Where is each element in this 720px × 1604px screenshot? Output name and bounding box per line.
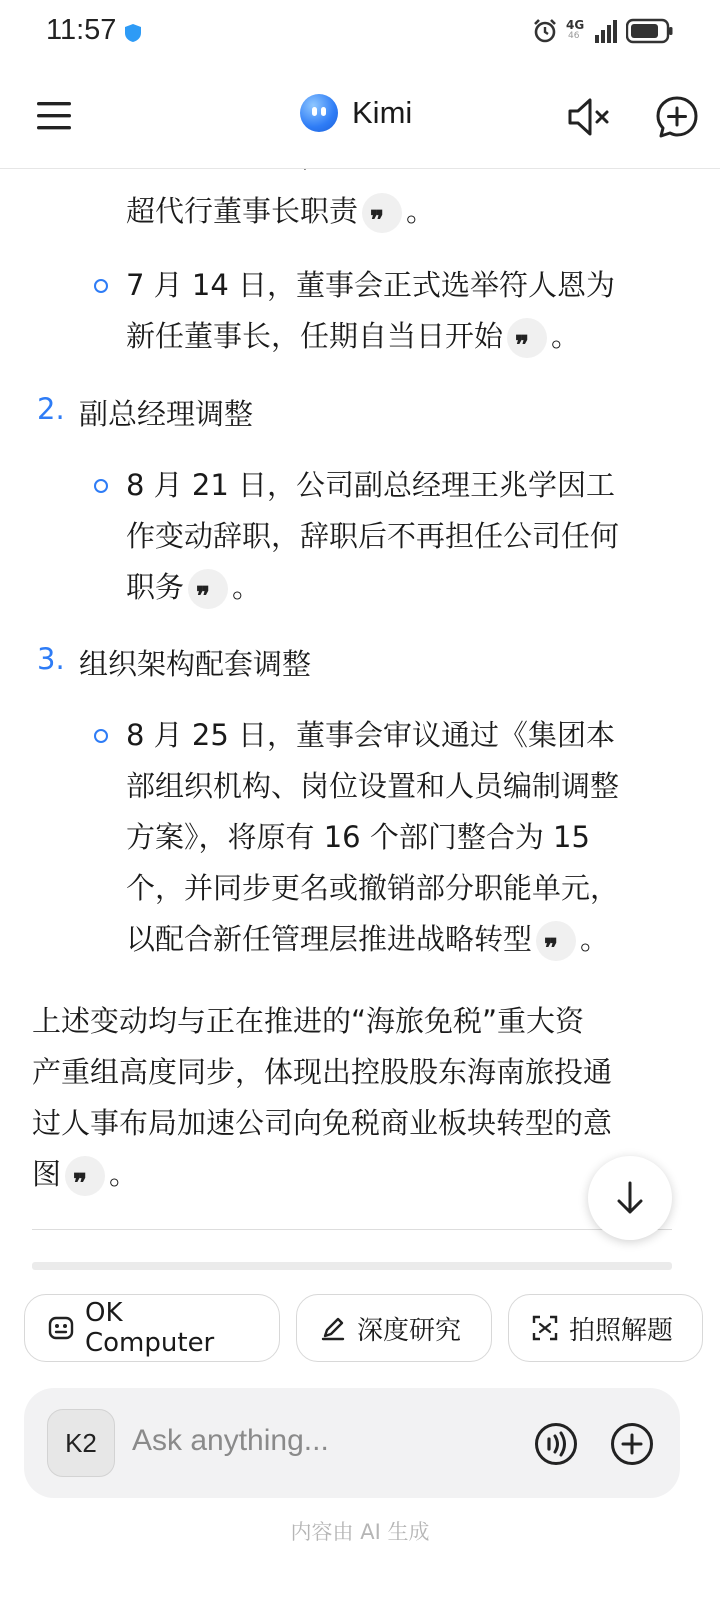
line-tail: 。 (109, 1157, 139, 1191)
text-line (126, 511, 619, 562)
line-text: 个，并同步更名或撤销部分职能单元， (126, 871, 620, 905)
text-line (32, 996, 584, 1047)
app-title: Kimi (352, 95, 413, 130)
app-brand (300, 94, 412, 132)
section-heading: 副总经理调整 (79, 397, 254, 431)
shield-icon (125, 24, 141, 42)
line-tail: 。 (232, 570, 262, 604)
status-bar (0, 0, 720, 66)
mute-speaker-icon[interactable] (566, 94, 612, 140)
citation-icon[interactable] (65, 1156, 105, 1196)
line-text: 职务 (126, 570, 185, 604)
line-text: 以配合新任管理层推进战略转型 (126, 922, 533, 956)
chip-label: 拍照解题 (569, 1315, 674, 1346)
line-text: 上述变动均与正在推进的“海旅免税”重大资 (32, 1004, 585, 1038)
line-text: 8 月 21 日，公司副总经理王兆学因工 (126, 468, 616, 502)
bullet-icon (94, 479, 108, 493)
line-text: 作变动辞职，辞职后不再担任公司任何 (126, 519, 620, 553)
new-chat-icon[interactable] (654, 94, 700, 140)
message-divider (32, 1229, 672, 1230)
text-line (126, 761, 619, 812)
network-label: 4G (566, 18, 585, 32)
chat-composer (24, 1388, 680, 1498)
chip-ok-computer[interactable] (24, 1294, 280, 1362)
status-time: 11:57 (46, 14, 117, 46)
text-line (126, 186, 435, 237)
message-separator (32, 1262, 672, 1270)
text-line (32, 1149, 138, 1200)
signal-icon (594, 19, 618, 43)
bullet-icon (94, 729, 108, 743)
chip-label: 深度研究 (357, 1315, 462, 1346)
line-text: 产重组高度同步，体现出控股股东海南旅投通 (32, 1055, 613, 1089)
text-line (126, 460, 615, 511)
voice-call-icon[interactable] (534, 1422, 578, 1466)
model-selector-button[interactable]: K2 (47, 1409, 115, 1477)
text-line (126, 562, 261, 613)
text-line (126, 914, 609, 965)
network-type-icon (566, 18, 586, 44)
text-line (32, 1047, 612, 1098)
line-text: 超代行董事长职责 (126, 194, 359, 228)
citation-icon[interactable] (362, 193, 402, 233)
line-tail: 。 (580, 922, 610, 956)
arrow-down-icon (615, 1181, 645, 1215)
add-attachment-icon[interactable] (610, 1422, 654, 1466)
line-text: 新任董事长，任期自当日开始 (126, 319, 504, 353)
scroll-to-bottom-button[interactable] (588, 1156, 672, 1240)
line-text: 方案》，将原有 16 个部门整合为 15 (126, 820, 590, 854)
text-line (126, 311, 580, 362)
text-line (32, 1098, 612, 1149)
menu-icon[interactable] (34, 96, 74, 136)
section-heading: 组织架构配套调整 (79, 647, 312, 681)
alarm-icon (532, 18, 558, 44)
network-sub-label: 46 (568, 31, 580, 41)
text-line (126, 260, 615, 311)
ai-disclaimer: 内容由 AI 生成 (290, 1520, 430, 1544)
line-tail: 。 (406, 194, 436, 228)
list-number: 3. (37, 642, 65, 676)
text-line (126, 863, 619, 914)
line-text: 图 (32, 1157, 62, 1191)
line-tail: 。 (551, 319, 581, 353)
citation-icon[interactable] (188, 569, 228, 609)
chip-label: OK Computer (85, 1298, 215, 1358)
line-text: 部组织机构、岗位设置和人员编制调整 (126, 769, 620, 803)
text-line (126, 710, 615, 761)
robot-face-icon (47, 1314, 75, 1342)
battery-icon (626, 18, 674, 44)
top-navigation (0, 66, 720, 169)
line-text: 过人事布局加速公司向免税商业板块转型的意 (32, 1106, 613, 1140)
text-line (126, 812, 590, 863)
chip-photo-solve[interactable] (508, 1294, 703, 1362)
line-text: 7 月 14 日，董事会正式选举符人恩为 (126, 268, 616, 302)
kimi-logo-icon (300, 94, 338, 132)
list-number: 2. (37, 392, 65, 426)
citation-icon[interactable] (536, 921, 576, 961)
bullet-icon (94, 279, 108, 293)
line-text: 8 月 25 日，董事会审议通过《集团本 (126, 718, 616, 752)
status-icons (532, 18, 674, 44)
message-input[interactable] (132, 1424, 512, 1458)
scan-icon (531, 1314, 559, 1342)
citation-icon[interactable] (507, 318, 547, 358)
chip-deep-research[interactable] (296, 1294, 492, 1362)
research-pen-icon (319, 1314, 347, 1342)
